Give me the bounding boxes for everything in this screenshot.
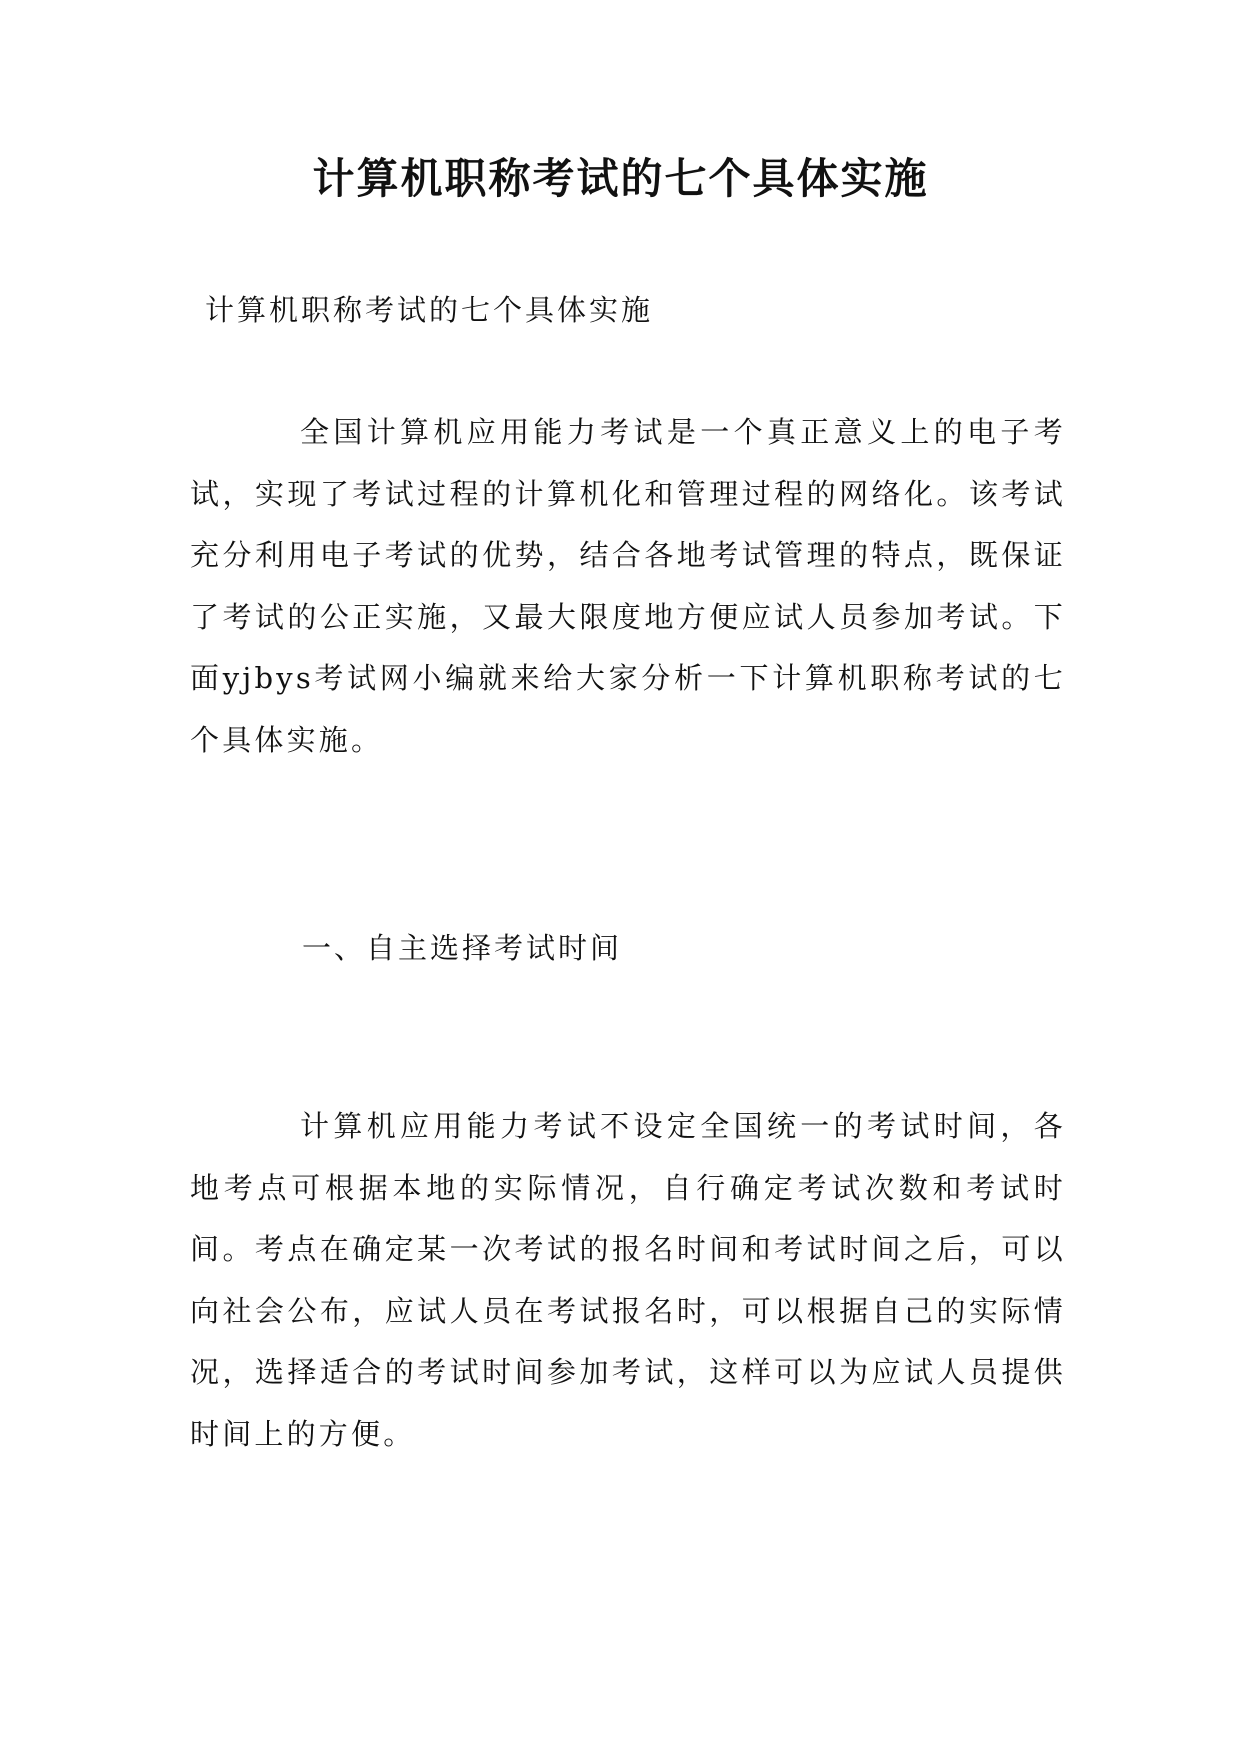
document-title: 计算机职称考试的七个具体实施 [312,154,929,203]
section-body-exam-time: 计算机应用能力考试不设定全国统一的考试时间，各地考点可根据本地的实际情况，自行确定考试次数和考试时间。考点在确定某一次考试的报名时间和考试时间之后，可以向社会公布，应试人员在考试报名时，可以根据自己的实际情况，选择适合的考试时间参加考试，这样可以为应试人员提供时间上的方便。 [190,1109,1066,1451]
section-heading-exam-time: 一、自主选择考试时间 [302,931,623,965]
document-subtitle: 计算机职称考试的七个具体实施 [205,293,654,327]
intro-paragraph: 全国计算机应用能力考试是一个真正意义上的电子考试，实现了考试过程的计算机化和管理过程的网络化。该考试充分利用电子考试的优势，结合各地考试管理的特点，既保证了考试的公正实施，又最大限度地方便应试人员参加考试。下面yjbys考试网小编就来给大家分析一下计算机职称考试的七个具体实施。 [190,415,1066,757]
